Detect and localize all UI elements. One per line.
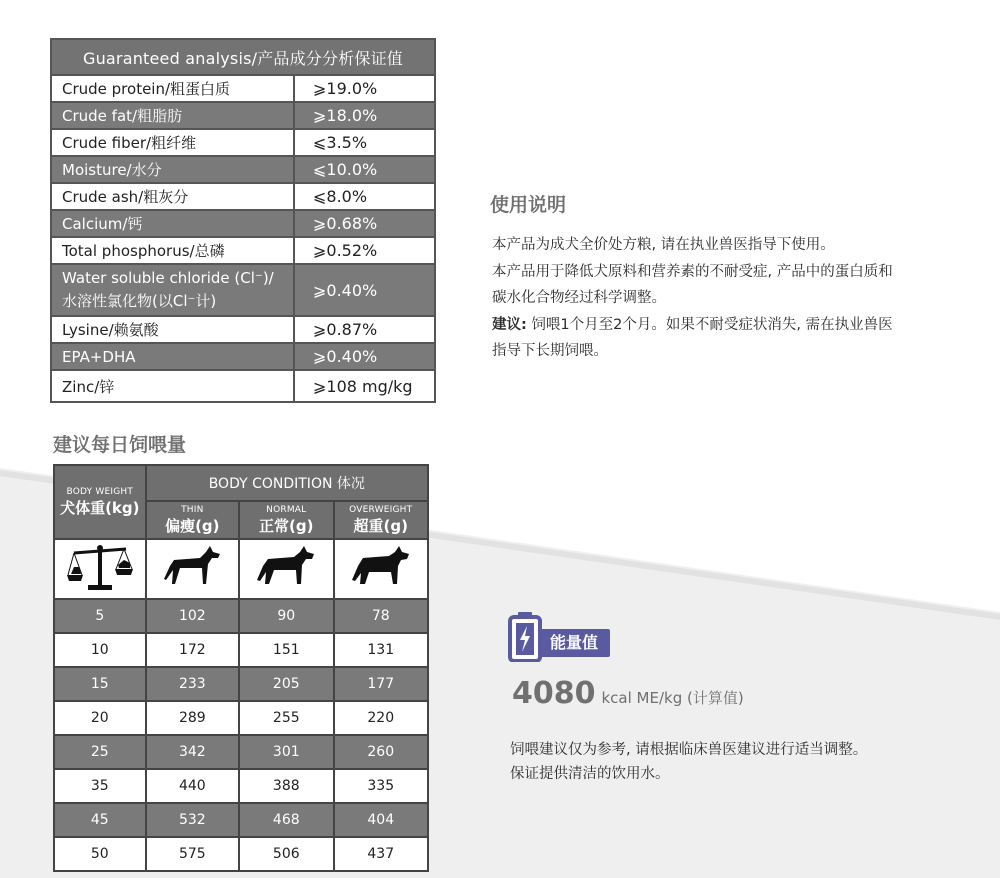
weight-cell: 50	[54, 837, 146, 871]
icon-row	[54, 539, 428, 599]
thin-en: THIN	[181, 504, 204, 515]
balance-scale-icon	[54, 539, 146, 599]
dog-normal-icon	[239, 539, 333, 599]
nutrient-value: ⩽3.5%	[294, 129, 435, 156]
body-condition-header: BODY CONDITION 体况	[146, 465, 428, 501]
nutrient-value: ⩾0.40%	[294, 264, 435, 316]
weight-cell: 15	[54, 667, 146, 701]
energy-number: 4080	[512, 676, 596, 711]
energy-value	[512, 676, 744, 711]
table-row	[54, 769, 428, 803]
normal-cell: 255	[239, 701, 333, 735]
weight-cell: 10	[54, 633, 146, 667]
suggestion-label: 建议:	[492, 316, 527, 333]
energy-label: 能量值	[538, 629, 610, 657]
nutrient-value: ⩾0.87%	[294, 316, 435, 343]
overweight-cell: 335	[334, 769, 429, 803]
normal-cell: 301	[239, 735, 333, 769]
note-line: 饲喂建议仅为参考, 请根据临床兽医建议进行适当调整。	[510, 742, 868, 758]
normal-header	[239, 501, 333, 539]
instructions-text	[492, 232, 962, 365]
overweight-cell: 131	[334, 633, 429, 667]
normal-cell: 468	[239, 803, 333, 837]
table-row	[51, 183, 435, 210]
nutrient-name: Lysine/赖氨酸	[51, 316, 294, 343]
weight-cell: 25	[54, 735, 146, 769]
thin-header	[146, 501, 239, 539]
nutrient-name: Crude ash/粗灰分	[51, 183, 294, 210]
instructions-heading: 使用说明	[490, 194, 567, 216]
nutrient-name: Calcium/钙	[51, 210, 294, 237]
thin-cell: 289	[146, 701, 239, 735]
overweight-header	[334, 501, 429, 539]
thin-cell: 532	[146, 803, 239, 837]
thin-cell: 440	[146, 769, 239, 803]
table-row	[54, 837, 428, 871]
nutrient-name: Zinc/锌	[51, 370, 294, 402]
weight-cell: 20	[54, 701, 146, 735]
nutrient-value: ⩽10.0%	[294, 156, 435, 183]
table-row	[51, 316, 435, 343]
nutrient-name: Crude protein/粗蛋白质	[51, 75, 294, 102]
nutrient-name: Crude fiber/粗纤维	[51, 129, 294, 156]
table-row	[51, 156, 435, 183]
nutrient-value: ⩾18.0%	[294, 102, 435, 129]
normal-cell: 151	[239, 633, 333, 667]
weight-cell: 35	[54, 769, 146, 803]
feeding-table	[53, 464, 429, 872]
overweight-cell: 220	[334, 701, 429, 735]
instructions-suggestion	[492, 312, 962, 339]
overweight-cell: 404	[334, 803, 429, 837]
table-row	[54, 599, 428, 633]
normal-cell: 388	[239, 769, 333, 803]
feeding-heading: 建议每日饲喂量	[53, 434, 187, 456]
normal-cn: 正常(g)	[259, 516, 314, 535]
overweight-cell: 437	[334, 837, 429, 871]
normal-cell: 506	[239, 837, 333, 871]
table-row	[54, 667, 428, 701]
overweight-cell: 177	[334, 667, 429, 701]
instructions-line: 指导下长期饲喂。	[492, 343, 608, 359]
nutrient-name	[51, 264, 294, 316]
nutrient-value: ⩾0.52%	[294, 237, 435, 264]
table-row	[54, 735, 428, 769]
note-line: 保证提供清洁的饮用水。	[510, 766, 670, 782]
nutrient-value: ⩾0.40%	[294, 343, 435, 370]
energy-unit: kcal ME/kg (计算值)	[601, 689, 744, 707]
table-row	[51, 237, 435, 264]
nutrient-value: ⩽8.0%	[294, 183, 435, 210]
body-weight-header	[54, 465, 146, 539]
weight-cell: 45	[54, 803, 146, 837]
overweight-cn: 超重(g)	[353, 516, 408, 535]
feeding-note	[510, 738, 970, 786]
overweight-cell: 78	[334, 599, 429, 633]
table-row	[54, 633, 428, 667]
nutrient-name: Moisture/水分	[51, 156, 294, 183]
table-row	[51, 264, 435, 316]
nutrient-value: ⩾19.0%	[294, 75, 435, 102]
thin-cn: 偏瘦(g)	[165, 516, 220, 535]
guaranteed-analysis-table	[50, 38, 436, 403]
nutrient-name: Crude fat/粗脂肪	[51, 102, 294, 129]
instructions-line: 本产品为成犬全价处方粮, 请在执业兽医指导下使用。	[492, 237, 835, 253]
instructions-line: 碳水化合物经过科学调整。	[492, 290, 666, 306]
table-row	[51, 75, 435, 102]
thin-cell: 172	[146, 633, 239, 667]
body-weight-en: BODY WEIGHT	[66, 486, 134, 497]
thin-cell: 342	[146, 735, 239, 769]
table-row	[51, 370, 435, 402]
nutrient-name: Total phosphorus/总磷	[51, 237, 294, 264]
body-weight-cn: 犬体重(kg)	[60, 498, 140, 517]
nutrient-name-line1: Water soluble chloride (Cl⁻)/	[62, 269, 274, 287]
thin-cell: 233	[146, 667, 239, 701]
table-row	[51, 102, 435, 129]
weight-cell: 5	[54, 599, 146, 633]
thin-cell: 102	[146, 599, 239, 633]
nutrient-value: ⩾0.68%	[294, 210, 435, 237]
normal-cell: 205	[239, 667, 333, 701]
normal-en: NORMAL	[266, 504, 307, 515]
overweight-cell: 260	[334, 735, 429, 769]
table-row	[51, 129, 435, 156]
dog-thin-icon	[146, 539, 239, 599]
analysis-table-title: Guaranteed analysis/产品成分分析保证值	[51, 39, 435, 75]
nutrient-value: ⩾108 mg/kg	[294, 370, 435, 402]
nutrient-name-line2: 水溶性氯化物(以Cl⁻计)	[62, 292, 217, 310]
suggestion-text: 饲喂1个月至2个月。如果不耐受症状消失, 需在执业兽医	[526, 316, 893, 333]
normal-cell: 90	[239, 599, 333, 633]
nutrient-name: EPA+DHA	[51, 343, 294, 370]
table-row	[51, 210, 435, 237]
instructions-line: 本产品用于降低犬原料和营养素的不耐受症, 产品中的蛋白质和	[492, 263, 893, 280]
table-row	[51, 343, 435, 370]
thin-cell: 575	[146, 837, 239, 871]
overweight-en: OVERWEIGHT	[349, 504, 413, 515]
table-row	[54, 701, 428, 735]
table-row	[54, 803, 428, 837]
dog-overweight-icon	[334, 539, 429, 599]
